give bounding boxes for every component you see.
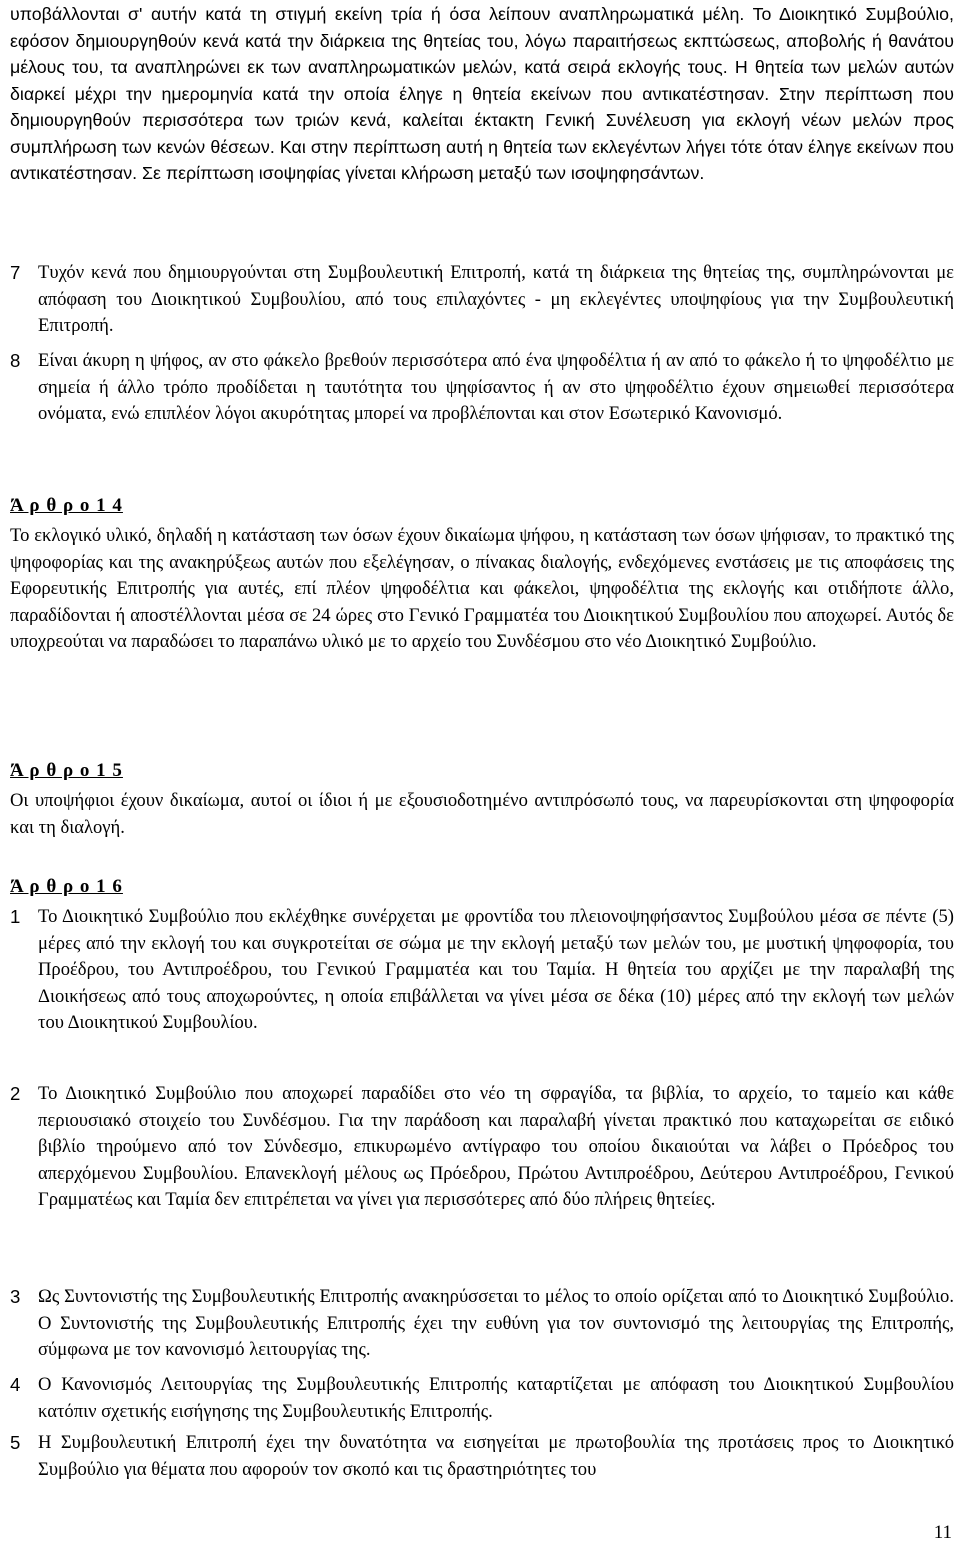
article-14-text: Το εκλογικό υλικό, δηλαδή η κατάσταση των όσων έχουν δικαίωμα ψήφου, η κατάσταση των όσων ψήφισαν, το πρακτικό της ψηφοφορίας και της ανακηρύξεως αυτών που εξελέγησαν, ο πίνακας διαλογής, ενδεχόμενες ενστάσεις με τις αποφάσεις της Εφορευτικής Επιτροπής για αυτές, επί πλέον ψηφοδέλτια και φάκελοι, ψηφοδέλτια της εκλογής και οτιδήποτε άλλο, παραδίδονται ή αποστέλλονται μέσα σε 24 ώρες στο Γενικό Γραμματέα του Διοικητικού Συμβουλίου που αποχωρεί. Αυτός δε υποχρεούται να παραδώσει το παραπάνω υλικό με το αρχείο του Συνδέσμου στο νέο Διοικητικό Συμβούλιο. <box>10 525 954 652</box>
item-number: 4 <box>10 1374 21 1395</box>
item-text: Ως Συντονιστής της Συμβουλευτικής Επιτροπής ανακηρύσσεται το μέλος το οποίο ορίζεται από το Διοικητικό Συμβούλιο. Ο Συντονιστής της Συμβουλευτικής Επιτροπής έχει την ευθύνη για τον συντονισμό της λειτουργίας της Επιτροπής, σύμφωνα με τον κανονισμό λειτουργίας της. <box>38 1286 954 1360</box>
item-number: 3 <box>10 1286 21 1307</box>
article-15-heading: Ά ρ θ ρ ο 1 5 <box>10 760 123 781</box>
item-number: 7 <box>10 262 21 283</box>
article-14-body <box>10 523 954 656</box>
list-item-16-5 <box>10 1430 954 1483</box>
page-number: 11 <box>933 1522 952 1543</box>
item-number: 2 <box>10 1083 21 1104</box>
list-item-16-1 <box>10 904 954 1037</box>
list-item-7 <box>10 260 954 340</box>
list-item-16-4 <box>10 1372 954 1425</box>
article-14-heading: Ά ρ θ ρ ο 1 4 <box>10 495 123 516</box>
article-16-heading: Ά ρ θ ρ ο 1 6 <box>10 876 123 897</box>
item-text: Το Διοικητικό Συμβούλιο που αποχωρεί παραδίδει στο νέο τη σφραγίδα, τα βιβλία, το αρχείο, το ταμείο και κάθε περιουσιακό στοιχείο του Συνδέσμου. Για την παράδοση και παραλαβή γίνεται πρακτικό που καταχωρείται σε ειδικό βιβλίο τηρούμενο από τον Σύνδεσμο, επικυρωμένο αντίγραφο του οποίου δικαιούται να λάβει ο Πρόεδρος του απερχόμενου Συμβουλίου. Επανεκλογή μέλους ως Πρόεδρου, Πρώτου Αντιπροέδρου, Δεύτερου Αντιπροέδρου, Γενικού Γραμματέως και Ταμία δεν επιτρέπεται να γίνει για περισσότερες από δύο πλήρεις θητείες. <box>38 1083 954 1210</box>
item-number: 1 <box>10 906 21 927</box>
item-text: Τυχόν κενά που δημιουργούνται στη Συμβουλευτική Επιτροπή, κατά τη διάρκεια της θητείας της, συμπληρώνονται με απόφαση του Διοικητικού Συμβουλίου, από τους επιλαχόντες - μη εκλεγέντες υποψηφίους για την Συμβουλευτική Επιτροπή. <box>38 262 954 336</box>
item-number: 8 <box>10 350 21 371</box>
article-15-body <box>10 788 954 841</box>
item-text: Ο Κανονισμός Λειτουργίας της Συμβουλευτικής Επιτροπής καταρτίζεται με απόφαση του Διοικητικού Συμβουλίου κατόπιν σχετικής εισήγησης της Συμβουλευτικής Επιτροπής. <box>38 1374 954 1422</box>
item-text: Το Διοικητικό Συμβούλιο που εκλέχθηκε συνέρχεται με φροντίδα του πλειονοψηφήσαντος Συμβούλου μέσα σε πέντε (5) μέρες από την εκλογή του και συγκροτείται σε σώμα με την εκλογή μεταξύ των μελών του, με μυστική ψηφοφορία, του Προέδρου, του Αντιπροέδρου, του Γενικού Γραμματέα και του Ταμία. Η θητεία του αρχίζει με την παραλαβή της Διοικήσεως από τους αποχωρούντες, η οποία επιβάλλεται να γίνει μέσα σε δέκα (10) μέρες από την εκλογή των μελών του Διοικητικού Συμβουλίου. <box>38 906 954 1033</box>
list-item-16-3 <box>10 1284 954 1364</box>
item-number: 5 <box>10 1432 21 1453</box>
item-text: Η Συμβουλευτική Επιτροπή έχει την δυνατότητα να εισηγείται με πρωτοβουλία της προτάσεις προς το Διοικητικό Συμβούλιο για θέματα που αφορούν τον σκοπό και τις δραστηριότητες του <box>38 1432 954 1480</box>
item-text: Είναι άκυρη η ψήφος, αν στο φάκελο βρεθούν περισσότερα από ένα ψηφοδέλτια ή αν από το φάκελο ή το ψηφοδέλτιο με σημεία ή άλλο τρόπο προδίδεται η ταυτότητα του ψηφίσαντος ή αν στο ψηφοδέλτιο έχουν σημειωθεί περισσότερα ονόματα, ενώ επιπλέον λόγοι ακυρότητας μπορεί να προβλέπονται και στον Εσωτερικό Κανονισμό. <box>38 350 954 424</box>
list-item-16-2 <box>10 1081 954 1214</box>
article-15-text: Οι υποψήφιοι έχουν δικαίωμα, αυτοί οι ίδιοι ή με εξουσιοδοτημένο αντιπρόσωπό τους, να παρευρίσκονται στη ψηφοφορία και τη διαλογή. <box>10 790 954 838</box>
intro-paragraph <box>10 1 954 187</box>
list-item-8 <box>10 348 954 428</box>
intro-text: υποβάλλονται σ' αυτήν κατά τη στιγμή εκείνη τρία ή όσα λείπουν αναπληρωματικά μέλη. Το Διοικητικό Συμβούλιο, εφόσον δημιουργηθούν κενά κατά την διάρκεια της θητείας του, λόγω παραιτήσεως εκπτώσεως, αποβολής ή θανάτου μέλους του, τα αναπληρώνει εκ των αναπληρωματικών μελών, κατά σειρά εκλογής τους. Η θητεία των μελών αυτών διαρκεί μέχρι την ημερομηνία κατά την οποία έληγε η θητεία εκείνων που αντικατέστησαν. Στην περίπτωση που δημιουργηθούν περισσότερα των τριών κενά, καλείται έκτακτη Γενική Συνέλευση για εκλογή νέων μελών προς συμπλήρωση των κενών θέσεων. Και στην περίπτωση αυτή η θητεία των εκλεγέντων λήγει τότε όταν έληγε εκείνων που αντικατέστησαν. Σε περίπτωση ισοψηφίας γίνεται κλήρωση μεταξύ των ισοψηφησάντων. <box>10 4 954 183</box>
